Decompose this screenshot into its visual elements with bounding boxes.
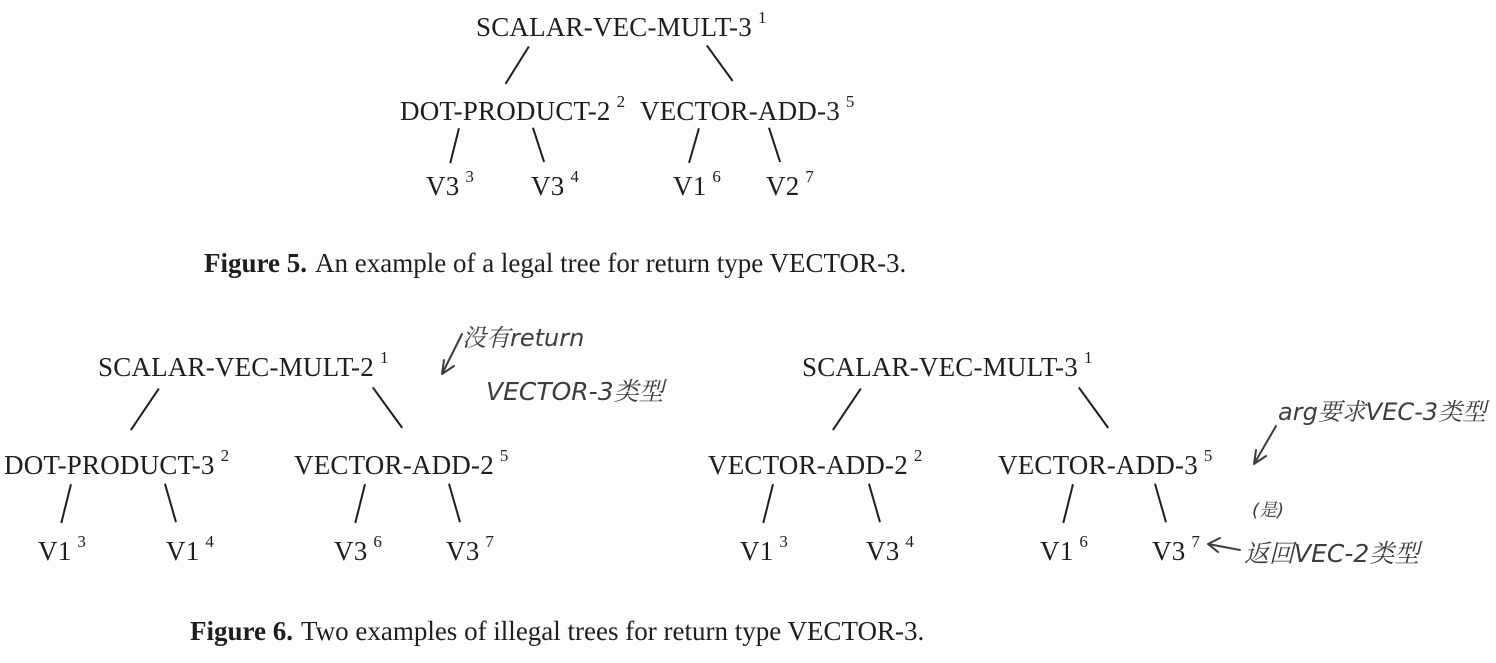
annotation-note1-line2: VECTOR-3类型 <box>486 377 664 406</box>
fig5-left-num: 2 <box>616 92 626 111</box>
annotation-note3: 返回VEC-2类型 <box>1244 539 1420 568</box>
fig6b-leaf-2: V3 $^4$ <box>866 532 915 566</box>
fig6b-left-num: 2 <box>913 446 923 465</box>
fig6a-root-num: 1 <box>379 348 389 367</box>
fig6a-left-label: DOT-PRODUCT-3 <box>4 450 215 480</box>
fig6a-leaf-1: V1 $^3$ <box>38 532 87 566</box>
fig6-caption-text: Two examples of illegal trees for return type VECTOR-3. <box>301 616 925 646</box>
annotation-arrow-3 <box>1208 538 1240 552</box>
fig5-leaf-4: V2 $^7$ <box>766 167 815 201</box>
fig5-right-label: VECTOR-ADD-3 <box>640 96 840 126</box>
fig6b-root-label: SCALAR-VEC-MULT-3 <box>802 352 1078 382</box>
annotation-arrow-1 <box>442 334 462 374</box>
fig6a-right-num: 5 <box>499 446 509 465</box>
fig5-left-label: DOT-PRODUCT-2 <box>400 96 611 126</box>
annotation-note3-top: (是) <box>1252 500 1285 521</box>
fig6a-right-label: VECTOR-ADD-2 <box>294 450 494 480</box>
fig6b-leaf-1: V1 $^3$ <box>740 532 789 566</box>
fig5-leaf-1: V3 $^3$ <box>426 167 475 201</box>
fig5-right-num: 5 <box>845 92 855 111</box>
fig5-leaf-2: V3 $^4$ <box>531 167 580 201</box>
fig6a-leaf-4: V3 $^7$ <box>446 532 495 566</box>
fig5-root-num: 1 <box>757 8 767 27</box>
annotation-arrow-2 <box>1254 426 1276 464</box>
fig6b-right-num: 5 <box>1203 446 1213 465</box>
fig6b-leaf-3: V1 $^6$ <box>1040 532 1089 566</box>
fig6b-left-label: VECTOR-ADD-2 <box>708 450 908 480</box>
fig5-caption-label: Figure 5. <box>204 248 307 278</box>
fig6-caption-label: Figure 6. <box>190 616 293 646</box>
fig6a-leaf-2: V1 $^4$ <box>166 532 215 566</box>
fig6b-right-label: VECTOR-ADD-3 <box>998 450 1198 480</box>
fig5-caption-text: An example of a legal tree for return type VECTOR-3. <box>315 248 907 278</box>
annotation-note2: arg要求VEC-3类型 <box>1278 398 1487 426</box>
fig6a-root-label: SCALAR-VEC-MULT-2 <box>98 352 374 382</box>
annotation-note1-line1: 没有return <box>462 324 585 352</box>
fig6a-left-num: 2 <box>220 446 230 465</box>
fig5-leaf-3: V1 $^6$ <box>673 167 722 201</box>
fig6b-root-num: 1 <box>1083 348 1093 367</box>
fig6b-leaf-4: V3 $^7$ <box>1152 532 1201 566</box>
fig5-root-label: SCALAR-VEC-MULT-3 <box>476 12 752 42</box>
fig6a-leaf-3: V3 $^6$ <box>334 532 383 566</box>
fig6-caption <box>190 618 924 645</box>
